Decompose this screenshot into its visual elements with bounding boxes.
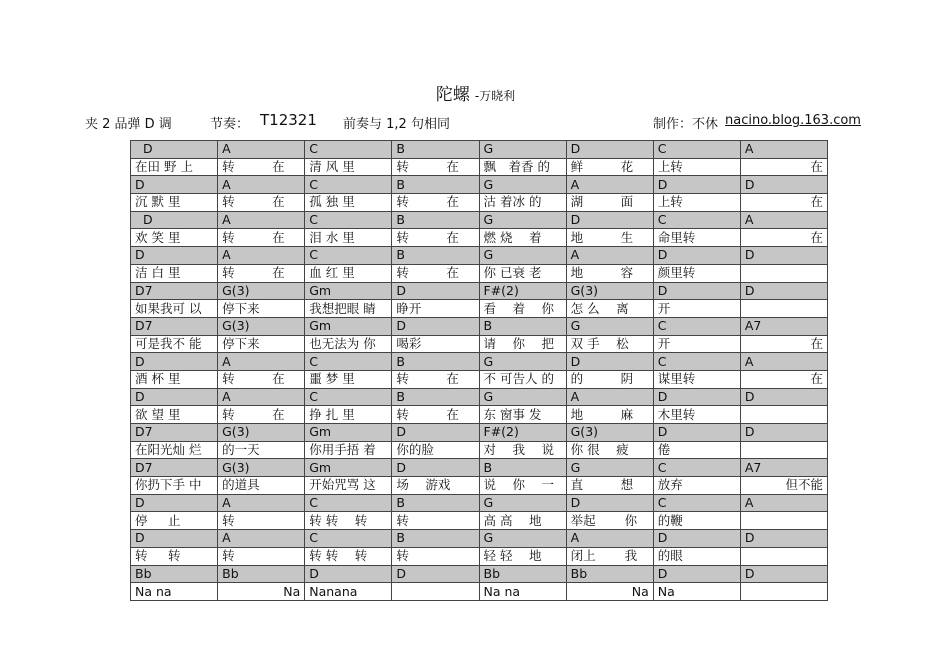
lyric-cell: 也无法为 你	[305, 335, 392, 353]
lyric-cell: 上转	[653, 158, 740, 176]
lyric-cell: 说 你 一	[479, 477, 566, 495]
chord-cell: Gm	[305, 424, 392, 442]
chord-row	[131, 565, 828, 583]
lyric-cell: 开	[653, 335, 740, 353]
lyric-cell: 转 转 转	[305, 547, 392, 565]
lyric-row	[131, 264, 828, 282]
chord-cell: A	[566, 530, 653, 548]
chord-cell: D7	[131, 282, 218, 300]
lyric-cell: 转 在	[218, 406, 305, 424]
lyric-cell: 燃 烧 着	[479, 229, 566, 247]
lyric-cell: 东 窗事 发	[479, 406, 566, 424]
lyric-row	[131, 194, 828, 212]
lyric-cell: 酒 杯 里	[131, 370, 218, 388]
chord-cell: D	[740, 176, 827, 194]
chord-row	[131, 211, 828, 229]
chord-row	[131, 424, 828, 442]
lyric-cell: 在	[740, 370, 827, 388]
credit: 制作：不休	[653, 117, 719, 132]
lyric-cell: 在	[740, 229, 827, 247]
chord-cell: G	[479, 211, 566, 229]
lyric-cell: 开始咒骂 这	[305, 477, 392, 495]
chord-cell: G	[479, 353, 566, 371]
lyric-cell: 转	[392, 512, 479, 530]
lyric-cell: 沽 着冰 的	[479, 194, 566, 212]
chord-cell: G	[479, 388, 566, 406]
chord-cell: G	[479, 176, 566, 194]
lyric-cell: 噩 梦 里	[305, 370, 392, 388]
chord-cell: C	[305, 247, 392, 265]
chord-cell: G(3)	[566, 282, 653, 300]
lyric-cell: 转 转 转	[305, 512, 392, 530]
lyric-cell: 在	[740, 158, 827, 176]
chord-cell: A	[218, 494, 305, 512]
rhythm-value: T12321	[260, 111, 317, 129]
chord-cell: Bb	[131, 565, 218, 583]
chord-cell: D	[740, 388, 827, 406]
chord-row	[131, 176, 828, 194]
lyric-cell: 在阳光灿 烂	[131, 441, 218, 459]
chord-cell: A7	[740, 459, 827, 477]
lyric-cell: Na	[218, 583, 305, 601]
chord-cell: C	[305, 494, 392, 512]
chord-cell: A	[218, 388, 305, 406]
lyric-cell: 你的脸	[392, 441, 479, 459]
intro-note: 前奏与 1,2 句相同	[343, 117, 450, 132]
song-title: 陀螺	[435, 85, 470, 105]
lyric-cell: 直 想	[566, 477, 653, 495]
capo-info: 夹 2 品弹 D 调	[85, 117, 172, 132]
chord-cell: C	[653, 353, 740, 371]
lyric-cell: 闭上 我	[566, 547, 653, 565]
chord-cell: D	[653, 530, 740, 548]
chord-row	[131, 353, 828, 371]
lyric-cell: 在	[740, 194, 827, 212]
chord-cell: C	[653, 211, 740, 229]
chord-cell: G(3)	[218, 282, 305, 300]
chord-cell: G	[479, 247, 566, 265]
lyric-cell: 转 在	[218, 370, 305, 388]
lyric-cell: 如果我可 以	[131, 300, 218, 318]
chord-cell: G	[566, 459, 653, 477]
chord-cell: C	[653, 494, 740, 512]
chord-cell: G(3)	[218, 459, 305, 477]
lyric-cell: 地 麻	[566, 406, 653, 424]
lyric-cell: 高 高 地	[479, 512, 566, 530]
chord-cell: A	[740, 494, 827, 512]
lyric-cell: 转 在	[392, 406, 479, 424]
lyric-cell: 举起 你	[566, 512, 653, 530]
lyric-cell: 转 转	[131, 547, 218, 565]
chord-cell: D7	[131, 424, 218, 442]
lyric-cell: 看 着 你	[479, 300, 566, 318]
chord-cell: D	[131, 494, 218, 512]
lyric-row	[131, 477, 828, 495]
lyric-cell: 请 你 把	[479, 335, 566, 353]
lyric-cell: 转 在	[218, 158, 305, 176]
lyric-cell: 你用手捂 着	[305, 441, 392, 459]
lyric-cell: 的鞭	[653, 512, 740, 530]
lyric-cell: Na na	[479, 583, 566, 601]
lyric-cell: 停 止	[131, 512, 218, 530]
lyric-cell: 泪 水 里	[305, 229, 392, 247]
chord-cell: D	[566, 494, 653, 512]
chord-cell: D	[392, 459, 479, 477]
chord-cell: D	[740, 282, 827, 300]
chord-cell: C	[653, 317, 740, 335]
chord-cell: D	[131, 353, 218, 371]
chord-cell: A	[218, 247, 305, 265]
lyric-cell: 但不能	[740, 477, 827, 495]
lyric-cell: 飘 着香 的	[479, 158, 566, 176]
chord-cell: C	[305, 353, 392, 371]
lyric-row	[131, 229, 828, 247]
lyric-cell: 可是我不 能	[131, 335, 218, 353]
chord-row	[131, 494, 828, 512]
lyric-cell: 转 在	[218, 229, 305, 247]
chord-cell: D	[392, 424, 479, 442]
chord-cell: D	[653, 424, 740, 442]
lyric-cell: 开	[653, 300, 740, 318]
chord-cell: G	[566, 317, 653, 335]
lyric-cell: 的一天	[218, 441, 305, 459]
chord-cell: Gm	[305, 459, 392, 477]
chord-sheet-table	[130, 140, 828, 601]
chord-cell: B	[392, 247, 479, 265]
chord-cell: C	[305, 176, 392, 194]
site-link[interactable]: nacino.blog.163.com	[725, 113, 861, 128]
lyric-row	[131, 512, 828, 530]
chord-cell: G(3)	[566, 424, 653, 442]
lyric-cell: 转 在	[392, 229, 479, 247]
lyric-cell: 转	[218, 547, 305, 565]
lyric-cell: 睁开	[392, 300, 479, 318]
chord-cell: Bb	[566, 565, 653, 583]
lyric-cell: 停下来	[218, 335, 305, 353]
chord-cell: G(3)	[218, 317, 305, 335]
lyric-cell: Na na	[131, 583, 218, 601]
lyric-cell: 命里转	[653, 229, 740, 247]
lyric-cell: 喝彩	[392, 335, 479, 353]
lyric-cell: 放弃	[653, 477, 740, 495]
lyric-cell: 上转	[653, 194, 740, 212]
chord-row	[131, 247, 828, 265]
chord-cell: B	[392, 388, 479, 406]
lyric-cell: 欲 望 里	[131, 406, 218, 424]
chord-cell: D7	[131, 459, 218, 477]
lyric-cell: 的 阴	[566, 370, 653, 388]
lyric-cell: 颜里转	[653, 264, 740, 282]
lyric-cell: 沉 默 里	[131, 194, 218, 212]
lyric-cell: 转 在	[392, 158, 479, 176]
chord-cell: A	[218, 530, 305, 548]
lyric-cell: 对 我 说	[479, 441, 566, 459]
lyric-cell: 场 游戏	[392, 477, 479, 495]
chord-row	[131, 317, 828, 335]
chord-cell: B	[392, 176, 479, 194]
chord-cell: Gm	[305, 317, 392, 335]
lyric-cell: 地 容	[566, 264, 653, 282]
lyric-row	[131, 158, 828, 176]
chord-cell: D	[131, 388, 218, 406]
chord-row	[131, 282, 828, 300]
chord-cell: B	[392, 353, 479, 371]
chord-cell: A	[740, 353, 827, 371]
lyric-cell: 倦	[653, 441, 740, 459]
chord-cell: C	[305, 530, 392, 548]
chord-cell: G(3)	[218, 424, 305, 442]
lyric-cell: 湖 面	[566, 194, 653, 212]
chord-row	[131, 388, 828, 406]
chord-cell: Gm	[305, 282, 392, 300]
lyric-cell: 孤 独 里	[305, 194, 392, 212]
lyric-cell: 谋里转	[653, 370, 740, 388]
chord-cell: C	[653, 141, 740, 159]
chord-cell: G	[479, 141, 566, 159]
chord-cell: Bb	[479, 565, 566, 583]
chord-cell: D	[653, 282, 740, 300]
lyric-cell: 双 手 松	[566, 335, 653, 353]
chord-cell: A	[218, 353, 305, 371]
chord-cell: B	[392, 494, 479, 512]
chord-cell: D	[131, 530, 218, 548]
chord-cell: B	[392, 141, 479, 159]
lyric-cell: 转	[392, 547, 479, 565]
lyric-row	[131, 441, 828, 459]
lyric-cell: 你扔下手 中	[131, 477, 218, 495]
chord-cell: A	[740, 211, 827, 229]
chord-cell: D	[653, 176, 740, 194]
lyric-row	[131, 300, 828, 318]
lyric-row	[131, 370, 828, 388]
lyric-cell: 轻 轻 地	[479, 547, 566, 565]
chord-cell: B	[479, 317, 566, 335]
chord-cell: G	[479, 530, 566, 548]
chord-cell: D	[740, 247, 827, 265]
chord-cell: A7	[740, 317, 827, 335]
lyric-cell: 血 红 里	[305, 264, 392, 282]
chord-cell: D	[131, 247, 218, 265]
chord-row	[131, 459, 828, 477]
chord-cell: B	[479, 459, 566, 477]
lyric-cell	[740, 406, 827, 424]
chord-cell: D	[566, 211, 653, 229]
lyric-cell	[740, 547, 827, 565]
lyric-cell: 鲜 花	[566, 158, 653, 176]
chord-row	[131, 530, 828, 548]
chord-cell: D	[653, 565, 740, 583]
lyric-row	[131, 335, 828, 353]
lyric-cell: Na	[653, 583, 740, 601]
lyric-cell: 在	[740, 335, 827, 353]
lyric-row	[131, 583, 828, 601]
lyric-cell: 的眼	[653, 547, 740, 565]
chord-cell: C	[305, 141, 392, 159]
chord-cell: D	[566, 141, 653, 159]
chord-cell: C	[305, 211, 392, 229]
chord-cell: F#(2)	[479, 424, 566, 442]
lyric-cell: 的道具	[218, 477, 305, 495]
lyric-row	[131, 406, 828, 424]
chord-cell: D	[653, 247, 740, 265]
lyric-cell	[740, 512, 827, 530]
lyric-cell: 转	[218, 512, 305, 530]
lyric-cell: 怎 么 离	[566, 300, 653, 318]
lyric-cell: 转 在	[218, 264, 305, 282]
rhythm-label: 节奏：	[210, 117, 250, 132]
lyric-cell: 地 生	[566, 229, 653, 247]
chord-cell: D7	[131, 317, 218, 335]
lyric-cell: 停下来	[218, 300, 305, 318]
lyric-cell: 欢 笑 里	[131, 229, 218, 247]
chord-cell: A	[566, 176, 653, 194]
chord-cell: A	[566, 247, 653, 265]
chord-cell: A	[740, 141, 827, 159]
chord-row	[131, 141, 828, 159]
chord-cell: D	[131, 211, 218, 229]
lyric-cell: 转 在	[392, 370, 479, 388]
lyric-cell	[392, 583, 479, 601]
chord-cell: D	[566, 353, 653, 371]
lyric-cell: Nanana	[305, 583, 392, 601]
lyric-cell: Na	[566, 583, 653, 601]
chord-cell: A	[218, 141, 305, 159]
lyric-cell	[740, 264, 827, 282]
chord-cell: A	[218, 211, 305, 229]
lyric-cell: 转 在	[392, 264, 479, 282]
chord-cell: D	[740, 530, 827, 548]
chord-cell: D	[305, 565, 392, 583]
chord-cell: C	[305, 388, 392, 406]
lyric-cell: 挣 扎 里	[305, 406, 392, 424]
chord-cell: B	[392, 530, 479, 548]
chord-cell: G	[479, 494, 566, 512]
lyric-cell: 你 很 疲	[566, 441, 653, 459]
song-artist: -万晓利	[474, 89, 516, 103]
chord-cell: D	[653, 388, 740, 406]
lyric-row	[131, 547, 828, 565]
chord-cell: D	[131, 176, 218, 194]
chord-cell: D	[740, 565, 827, 583]
chord-cell: D	[392, 565, 479, 583]
lyric-cell: 清 风 里	[305, 158, 392, 176]
chord-cell: D	[392, 282, 479, 300]
chord-cell: D	[740, 424, 827, 442]
lyric-cell: 木里转	[653, 406, 740, 424]
chord-cell: A	[566, 388, 653, 406]
title-block	[0, 80, 951, 105]
lyric-cell: 转 在	[218, 194, 305, 212]
lyric-cell: 洁 白 里	[131, 264, 218, 282]
chord-cell: A	[218, 176, 305, 194]
lyric-cell: 在田 野 上	[131, 158, 218, 176]
lyric-cell	[740, 441, 827, 459]
chord-cell: B	[392, 211, 479, 229]
chord-cell: Bb	[218, 565, 305, 583]
lyric-cell: 转 在	[392, 194, 479, 212]
lyric-cell: 我想把眼 睛	[305, 300, 392, 318]
chord-cell: C	[653, 459, 740, 477]
lyric-cell: 你 已衰 老	[479, 264, 566, 282]
lyric-cell	[740, 583, 827, 601]
chord-cell: D	[131, 141, 218, 159]
chord-cell: D	[392, 317, 479, 335]
lyric-cell	[740, 300, 827, 318]
chord-cell: F#(2)	[479, 282, 566, 300]
lyric-cell: 不 可告人 的	[479, 370, 566, 388]
